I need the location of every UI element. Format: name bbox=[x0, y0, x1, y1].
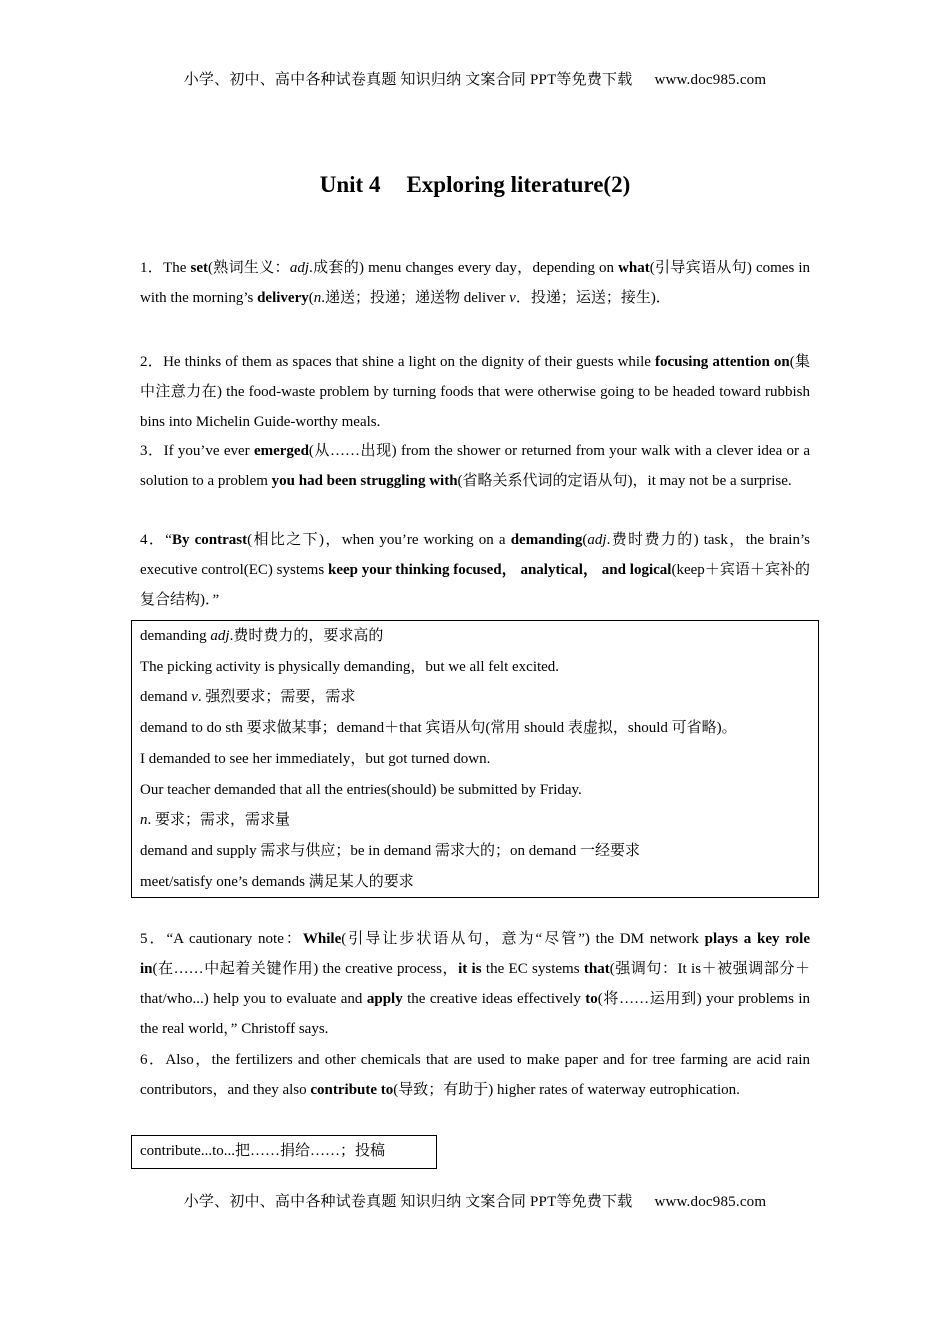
box-line: demanding adj.费时费力的，要求高的 bbox=[140, 628, 384, 644]
page-header bbox=[0, 68, 950, 89]
box-line: n. 要求；需求，需求量 bbox=[140, 812, 291, 829]
item-5: 5．“A cautionary note：While(引导让步状语从句，意为“尽管”) the DM network plays a key role in(在……中起着关键作用) the creative process，it is the EC systems that(强调句：It is＋被强调部分＋that/who...) help you to evaluate and apply the creative ideas effectively to(将……运用到) your problems in the real world，” Christoff says. bbox=[140, 931, 811, 1037]
box-line: The picking activity is physically demanding，but we all felt excited. bbox=[140, 658, 560, 675]
item-4: 4．“By contrast(相比之下)，when you’re working on a demanding(adj.费时费力的) task，the brain’s executive control(EC) systems keep your thinking focused， analytical， and logical(keep＋宾语＋宾补的复合结构)．” bbox=[140, 532, 811, 608]
box-line: demand to do sth 要求做某事；demand＋that 宾语从句(常用 should 表虚拟，should 可省略)。 bbox=[140, 720, 737, 737]
box-line: demand v. 强烈要求；需要，需求 bbox=[140, 689, 356, 706]
box-line: meet/satisfy one’s demands 满足某人的要求 bbox=[140, 873, 414, 890]
page-footer bbox=[0, 1190, 950, 1211]
page-title: Unit 4 Exploring literature(2) bbox=[319, 172, 631, 197]
box-line: Our teacher demanded that all the entries(should) be submitted by Friday. bbox=[140, 781, 582, 798]
footer-url[interactable]: www.doc985.com bbox=[654, 1194, 767, 1210]
box-line: I demanded to see her immediately，but got turned down. bbox=[140, 750, 491, 767]
vocab-box-demanding bbox=[131, 620, 819, 898]
item-2: 2．He thinks of them as spaces that shine a light on the dignity of their guests while focusing attention on(集中注意力在) the food-waste problem by turning foods that were otherwise going to be headed toward rubbish bins into Michelin Guide-worthy meals. bbox=[140, 354, 811, 430]
header-url[interactable]: www.doc985.com bbox=[654, 72, 767, 88]
item-6: 6．Also，the fertilizers and other chemicals that are used to make paper and for tree farming are acid rain contributors，and they also contribute to(导致；有助于) higher rates of waterway eutrophication. bbox=[140, 1052, 810, 1098]
header-text: 小学、初中、高中各种试卷真题 知识归纳 文案合同 PPT等免费下载 bbox=[183, 72, 633, 88]
box-line: contribute...to...把……捐给……；投稿 bbox=[140, 1143, 385, 1159]
item-3: 3．If you’ve ever emerged(从……出现) from the shower or returned from your walk with a clever idea or a solution to a problem you had been struggling with(省略关系代词的定语从句)，it may not be a surprise. bbox=[140, 443, 810, 489]
footer-text: 小学、初中、高中各种试卷真题 知识归纳 文案合同 PPT等免费下载 bbox=[183, 1194, 633, 1210]
item-1: 1．The set(熟词生义：adj.成套的) menu changes every day，depending on what(引导宾语从句) comes in with the morning’s delivery(n.递送；投递；递送物 deliver v．投递；运送；接生)． bbox=[140, 260, 811, 306]
vocab-box-contribute bbox=[131, 1135, 437, 1169]
box-line: demand and supply 需求与供应；be in demand 需求大的；on demand 一经要求 bbox=[140, 842, 640, 859]
